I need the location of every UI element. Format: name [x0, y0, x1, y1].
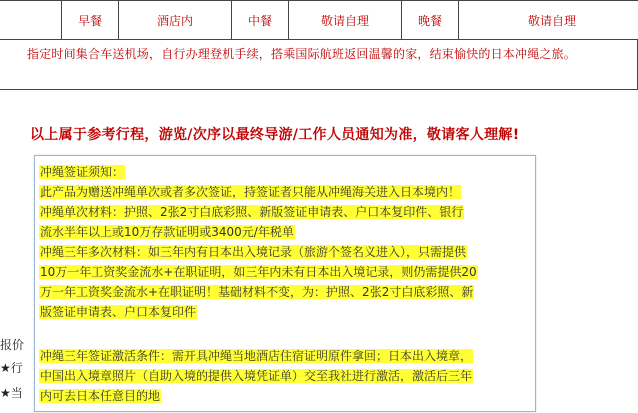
itinerary-text: 指定时间集合车送机场，自行办理登机手续，搭乘国际航班返回温馨的家，结束愉快的日本冲绳之旅。: [27, 47, 577, 61]
visa-line: 冲绳单次材料：护照、2张2寸白底彩照、新版签证申请表、户口本复印件、银行: [40, 205, 464, 219]
meal-table: [0, 0, 638, 40]
lunch-label: 中餐: [232, 1, 289, 40]
itinerary-box: [0, 40, 638, 90]
dinner-label: 晚餐: [402, 1, 459, 40]
visa-line: 流水半年以上或10万存款证明或3400元/年税单: [40, 225, 294, 239]
visa-line: 冲绳三年多次材料：如三年内有日本出入境记录（旅游个签名义进入），只需提供: [40, 245, 467, 259]
visa-line: 万一年工资奖金流水+在职证明！基础材料不变，为：护照、2张2寸白底彩照、新: [40, 285, 474, 299]
breakfast-label: 早餐: [62, 1, 119, 40]
visa-line: 版签证申请表、户口本复印件: [40, 305, 197, 319]
side-text-price: 报价: [0, 338, 25, 352]
dinner-value: 敬请自理: [459, 1, 638, 40]
side-text-trip: ★行: [0, 361, 23, 375]
visa-content: [39, 162, 531, 406]
visa-info-popup: [34, 155, 536, 412]
breakfast-value: 酒店内: [119, 1, 232, 40]
activation-line: 内可去日本任意目的地: [40, 389, 161, 403]
activation-line: 中国出入境章照片（自助入境的提供入境凭证单）交至我社进行激活，激活后三年: [40, 369, 473, 383]
visa-heading: 冲绳签证须知：: [40, 165, 125, 179]
visa-line: 10万一年工资奖金流水+在职证明，如三年内未有日本出入境记录，则仍需提供20: [40, 265, 477, 279]
visa-line: 此产品为赠送冲绳单次或者多次签证，持签证者只能从冲绳海关进入日本境内！: [40, 185, 461, 199]
activation-line: 冲绳三年签证激活条件：需开具冲绳当地酒店住宿证明原件拿回；日本出入境章，: [40, 349, 473, 363]
itinerary-notice: 以上属于参考行程，游览/次序以最终导游/工作人员通知为准，敬请客人理解!: [30, 127, 520, 143]
side-text-local: ★当: [0, 386, 23, 400]
blank-cell: [0, 1, 62, 40]
lunch-value: 敬请自理: [289, 1, 402, 40]
